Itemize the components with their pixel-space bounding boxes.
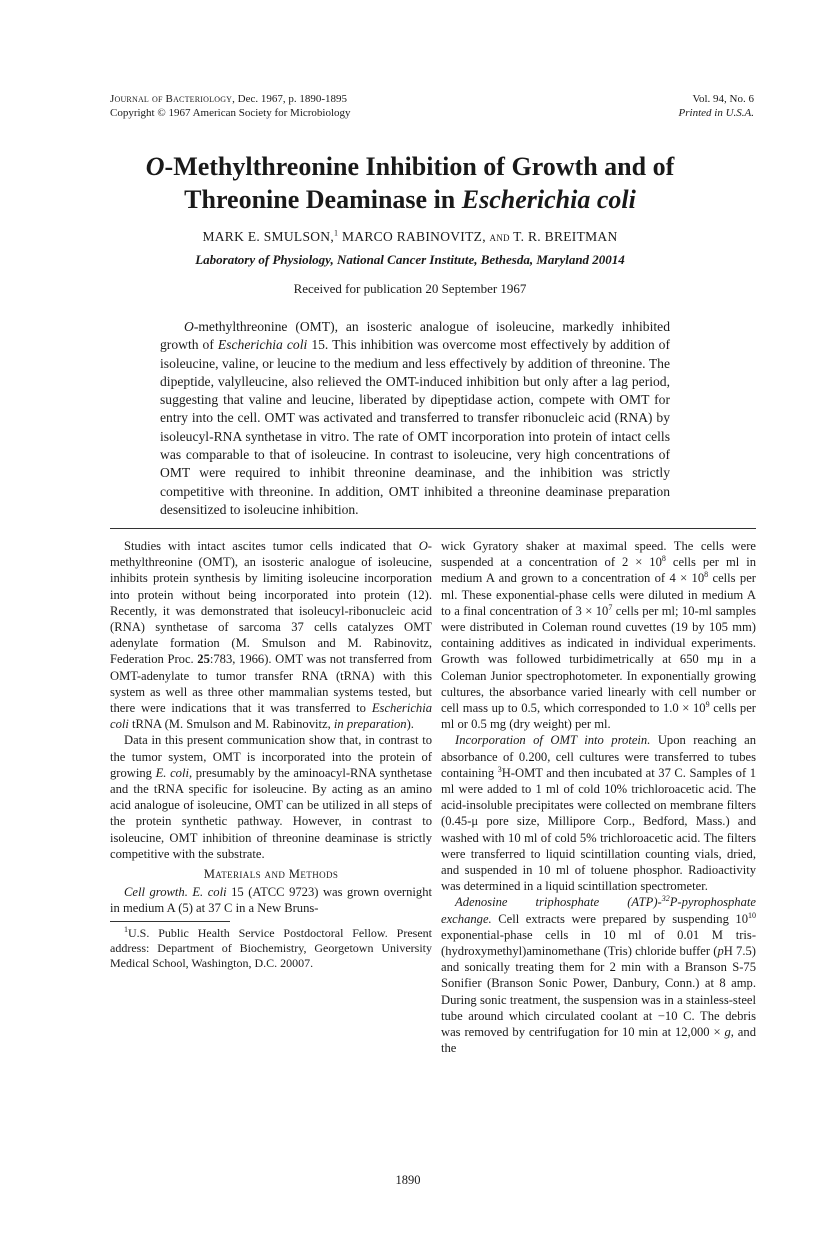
affiliation: Laboratory of Physiology, National Cancer Institute, Bethesda, Maryland 20014 <box>195 252 625 267</box>
right-column <box>441 538 756 1057</box>
footnote: $^1$U.S. Public Health Service Postdoctoral Fellow. Present address: Department of Biochemistry, Georgetown University Medical School, Washington, D.C. 20007. <box>110 924 432 970</box>
header-right <box>679 92 754 120</box>
author-list: MARK E. SMULSON,$^1$ MARCO RABINOVITZ, and T. R. BREITMAN <box>202 228 618 244</box>
left-column <box>110 538 432 971</box>
intro-paragraph-2: Data in this present communication show that, in contrast to the tumor system, OMT is incorporated into the protein of growing E. coli, presumably by the aminoacyl-RNA synthetase and the tRNA specific for isoleucine. By acting as an amino acid analogue of isoleucine, OMT can be utilized in all steps of the protein synthetic pathway. However, in contrast to isoleucine, OMT inhibition of threonine deaminase is strictly competitive with the substrate. <box>110 733 432 861</box>
volume-issue: Vol. 94, No. 6 <box>692 93 754 105</box>
section-heading: Materials and Methods <box>203 867 339 882</box>
atp-exchange-paragraph: Adenosine triphosphate (ATP)-$^{32}$P-pyrophosphate exchange. Cell extracts were prepared by suspending $10^{10}$ exponential-phase cells in 10 ml of 0.01 M tris-(hydroxymethyl)aminomethane (Tris) chloride buffer (pH 7.5) and sonically treating them for 2 min with a Branson S-75 Sonifier (Branson Sonic Power, Danbury, Conn.) at 8 amp. During sonic treatment, the suspension was in a stainless-steel tube around which circulated coolant at −10 C. The debris was removed by centrifugation for 10 min at 12,000 × g, and the <box>441 894 757 1056</box>
page-number: 1890 <box>395 1173 421 1187</box>
intro-paragraph-1: Studies with intact ascites tumor cells indicated that O-methylthreonine (OMT), an isosteric analogue of isoleucine, inhibits protein synthesis by limiting isoleucine incorporation into protein without being incorporated into protein (12). Recently, it was demonstrated that isoleucyl-ribonucleic acid (RNA) synthetase of sarcoma 37 cells catalyzes OMT adenylate formation (M. Smulson and M. Rabinovitz, Federation Proc. 25:783, 1966). OMT was not transferred from OMT-adenylate to tumor transfer RNA (tRNA) with this system as well as three other mammalian systems tested, but there were indications that it was transferred to Escherichia coli tRNA (M. Smulson and M. Rabinovitz, in preparation). <box>110 539 432 732</box>
copyright-line: Copyright © 1967 American Society for Microbiology <box>110 107 351 119</box>
cell-growth-paragraph: Cell growth. E. coli 15 (ATCC 9723) was grown overnight in medium A (5) at 37 C in a New Bruns- <box>110 885 432 916</box>
incorporation-paragraph: Incorporation of OMT into protein. Upon reaching an absorbance of 0.200, cell cultures were transferred to tubes containing $^3$H-OMT and then incubated at 37 C. Samples of 1 ml were added to 1 ml of cold 10% trichloroacetic acid. The acid-insoluble precipitates were collected on membrane filters (0.45-μ pore size, Millipore Corp., Bedford, Mass.) and washed with 10 ml of cold 5% trichloroacetic acid. The filters were transferred to liquid scintillation counting vials, dried, and suspended in 10 ml of toluene phosphor. Radioactivity was determined in a liquid scintillation spectrometer. <box>441 733 756 894</box>
article-title: O-Methylthreonine Inhibition of Growth and of Threonine Deaminase in Escherichia coli <box>145 152 675 214</box>
header-left <box>110 92 351 120</box>
footnote-divider <box>110 921 230 922</box>
growth-paragraph: wick Gyratory shaker at maximal speed. The cells were suspended at a concentration of $2 \times 10^8$ cells per ml in medium A and grown to a concentration of $4 \times 10^8$ cells per ml. These exponential-phase cells were diluted in medium A to a final concentration of $3 \times 10^7$ cells per ml; 10-ml samples were distributed in Coleman round cuvettes (19 by 105 mm) containing additives as indicated in individual experiments. Growth was followed turbidimetrically at 650 mμ in a Coleman Junior spectrophotometer. In exponentially growing cultures, the absorbance varied linearly with cell number or cell mass up to 0.5, which corresponded to $1.0 \times 10^9$ cells per ml or 0.5 mg (dry weight) per ml. <box>441 539 757 732</box>
journal-citation: , Dec. 1967, p. 1890-1895 <box>232 93 348 105</box>
printed-in: Printed in U.S.A. <box>678 107 754 119</box>
received-date: Received for publication 20 September 1967 <box>293 281 527 296</box>
journal-name: Journal of Bacteriology <box>110 93 233 105</box>
abstract: O-methylthreonine (OMT), an isosteric analogue of isoleucine, markedly inhibited growth of Escherichia coli 15. This inhibition was overcome most effectively by addition of isoleucine, valine, or leucine to the medium and less effectively by addition of threonine. The dipeptide, valylleucine, also relieved the OMT-induced inhibition but only after a lag period, suggesting that valine and leucine, liberated by dipeptidase action, compete with OMT for entry into the cell. OMT was activated and transferred to transfer ribonucleic acid (RNA) by isoleucyl-RNA synthetase in vitro. The rate of OMT incorporation into protein of intact cells was comparable to that of isoleucine. In contrast to isoleucine, very high concentrations of OMT were required to inhibit threonine deaminase, and the inhibition was strictly competitive with threonine. In addition, OMT inhibited a threonine deaminase preparation desensitized to isoleucine inhibition. <box>160 319 670 517</box>
abstract-divider <box>110 528 756 529</box>
